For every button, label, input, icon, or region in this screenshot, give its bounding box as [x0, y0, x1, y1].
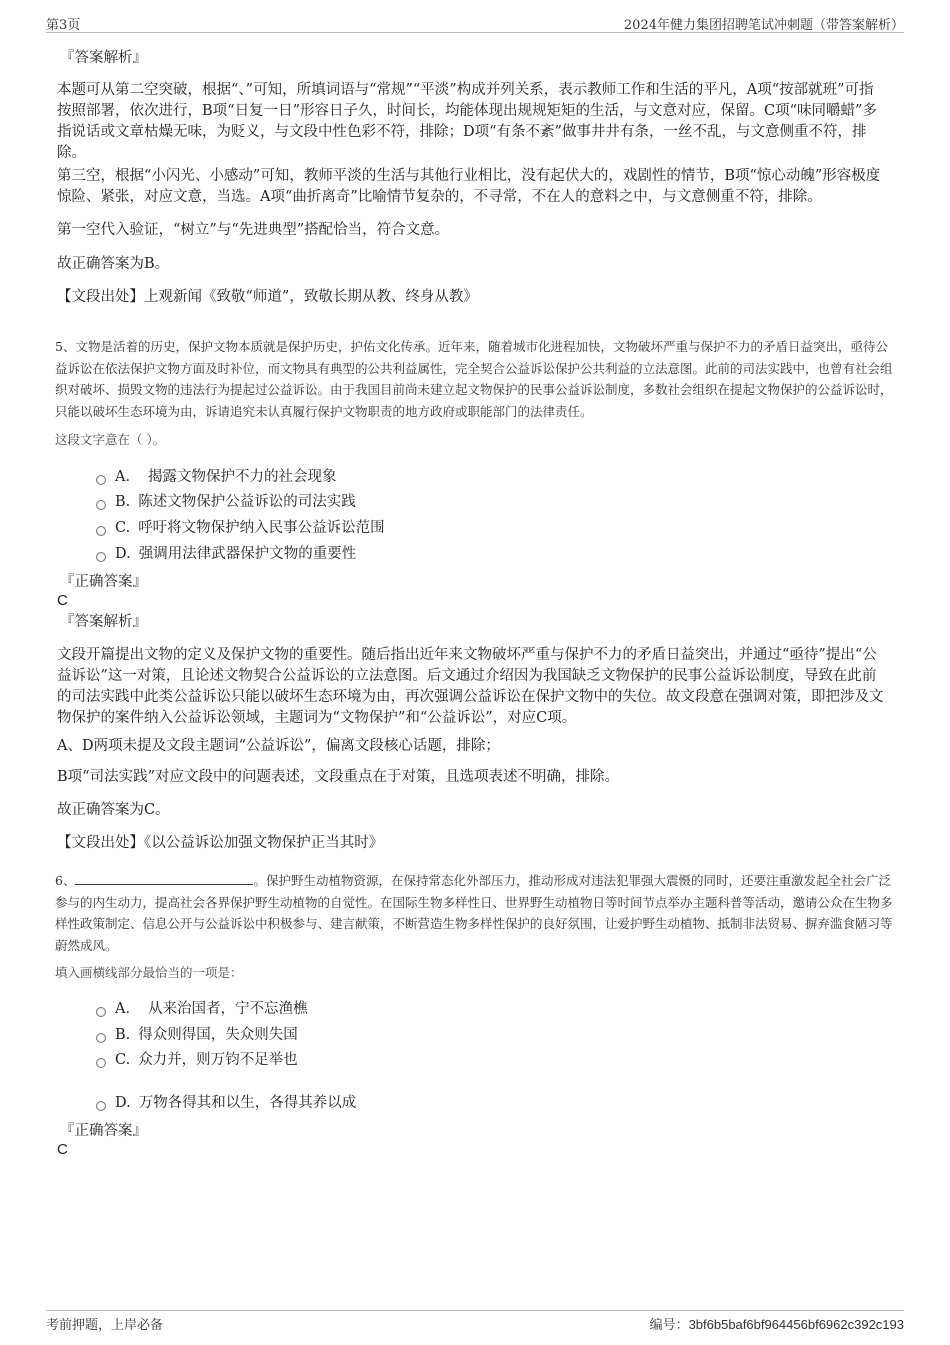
question-6-text	[55, 870, 895, 956]
radio-icon[interactable]	[96, 1007, 106, 1017]
fill-in-blank	[75, 872, 253, 885]
option-c[interactable]	[96, 518, 385, 538]
radio-icon[interactable]	[96, 475, 106, 485]
option-key: C.	[115, 520, 131, 536]
radio-icon[interactable]	[96, 1101, 106, 1111]
option-text: 强调用法律武器保护文物的重要性	[138, 546, 357, 562]
option-key: B.	[115, 494, 131, 510]
radio-icon[interactable]	[96, 552, 106, 562]
option-key: D.	[115, 1095, 131, 1111]
analysis-paragraph: 本题可从第二空突破，根据“、”可知，所填词语与“常规”“平淡”构成并列关系，表示教师工作和生活的平凡，A项“按部就班”可指按照部署，依次进行，B项“日复一日”形容日子久，时间长，均能体现出规规矩矩的生活，与文意对应，保留。C项“味同嚼蜡”多指说话或文章枯燥无味，为贬义，与文段中性色彩不符，排除；D项“有条不紊”做事井井有条，一丝不乱，与文意侧重不符，排除。	[57, 82, 877, 161]
option-c[interactable]	[96, 1050, 298, 1070]
option-b[interactable]	[96, 1025, 298, 1045]
analysis-paragraph: B项“司法实践”对应文段中的问题表述，文段重点在于对策，且选项表述不明确，排除。	[57, 769, 619, 785]
radio-icon[interactable]	[96, 500, 106, 510]
analysis-paragraph: 文段开篇提出文物的定义及保护文物的重要性。随后指出近年来文物破坏严重与保护不力的矛盾日益突出，并通过“亟待”提出“公益诉讼”这一对策，且论述文物契合公益诉讼的立法意图。后文通过介绍因为我国缺乏文物保护的民事公益诉讼制度，导致在此前的司法实践中此类公益诉讼只能以破坏生态环境为由，再次强调公益诉讼在保护文物中的失位。故文段意在强调对策，即把涉及文物保护的案件纳入公益诉讼领域，主题词为“文物保护”和“公益诉讼”，对应C项。	[57, 647, 884, 726]
option-key: A．	[115, 469, 140, 485]
question-6-body: 。保护野生动植物资源，在保持常态化外部压力，推动形成对违法犯罪强大震慑的同时，还要注重激发起全社会广泛参与的内生动力，提高社会各界保护野生动植物的自觉性。在国际生物多样性日、世界野生动植物日等时间节点举办主题科普等活动，邀请公众在生物多样性政策制定、信息公开与公益诉讼中积极参与、建言献策，不断营造生物多样性保护的良好氛围，让爱护野生动植物、抵制非法贸易、摒弃滥食陋习等蔚然成风。	[55, 873, 893, 953]
passage-source: 【文段出处】上观新闻《致敬“师道”，致敬长期从教、终身从教》	[57, 289, 478, 305]
correct-answer-label: 『正确答案』	[60, 1123, 147, 1139]
question-5-text: 5、文物是活着的历史，保护文物本质就是保护历史，护佑文化传承。近年来，随着城市化进程加快，文物破坏严重与保护不力的矛盾日益突出，亟待公益诉讼在依法保护文物方面及时补位，而文物具有典型的公共利益属性，完全契合公益诉讼保护公共利益的立法意图。此前的司法实践中，也曾有社会组织对破坏、损毁文物的违法行为提起过公益诉讼。由于我国目前尚未建立起文物保护的民事公益诉讼制度，多数社会组织在提起文物保护的公益诉讼时，只能以破坏生态环境为由，诉请追究未认真履行保护文物职责的地方政府或职能部门的法律责任。	[55, 339, 893, 419]
option-d[interactable]	[96, 544, 356, 564]
option-key: A．	[115, 1001, 140, 1017]
option-text: 得众则得国，失众则失国	[138, 1027, 298, 1043]
option-a[interactable]	[96, 999, 307, 1019]
correct-answer: C	[57, 592, 68, 609]
option-d[interactable]	[96, 1093, 356, 1113]
question-6-prompt: 填入画横线部分最恰当的一项是：	[55, 965, 243, 980]
option-text: 揭露文物保护不力的社会现象	[147, 469, 337, 485]
option-text: 从来治国者，宁不忘渔樵	[147, 1001, 308, 1017]
option-key: B.	[115, 1027, 131, 1043]
analysis-paragraph: 第一空代入验证，“树立”与“先进典型”搭配恰当，符合文意。	[57, 222, 450, 238]
analysis-paragraph: 第三空，根据“小闪光、小感动”可知，教师平淡的生活与其他行业相比，没有起伏大的，戏剧性的情节，B项“惊心动魄”形容极度惊险、紧张，对应文意，当选。A项“曲折离奇”比喻情节复杂的，不寻常，不在人的意料之中，与文意侧重不符，排除。	[57, 168, 881, 205]
document-id: 编号：3bf6b5baf6bf964456bf6962c392c193	[649, 1317, 904, 1332]
analysis-paragraph: A、D两项未提及文段主题词“公益诉讼”，偏离文段核心话题，排除；	[57, 738, 500, 754]
option-key: D.	[115, 546, 131, 562]
question-5-prompt: 这段文字意在（ ）。	[55, 432, 166, 447]
page-header	[46, 14, 904, 33]
document-title: 2024年健力集团招聘笔试冲刺题（带答案解析）	[623, 18, 904, 33]
correct-answer: C	[57, 1141, 68, 1158]
option-key: C.	[115, 1052, 131, 1068]
correct-answer-label: 『正确答案』	[60, 574, 147, 590]
radio-icon[interactable]	[96, 1058, 106, 1068]
page-footer	[46, 1310, 904, 1335]
radio-icon[interactable]	[96, 1033, 106, 1043]
analysis-conclusion: 故正确答案为C。	[57, 802, 170, 818]
analysis-label: 『答案解析』	[60, 50, 147, 66]
question-number: 6、	[55, 873, 76, 888]
passage-source: 【文段出处】《以公益诉讼加强文物保护正当其时》	[57, 835, 384, 851]
footer-slogan: 考前押题，上岸必备	[46, 1318, 164, 1333]
option-text: 陈述文物保护公益诉讼的司法实践	[138, 494, 356, 510]
analysis-conclusion: 故正确答案为B。	[57, 256, 170, 272]
option-text: 万物各得其和以生，各得其养以成	[138, 1095, 357, 1111]
option-a[interactable]	[96, 467, 336, 487]
option-text: 呼吁将文物保护纳入民事公益诉讼范围	[138, 520, 385, 536]
analysis-label: 『答案解析』	[60, 614, 147, 630]
radio-icon[interactable]	[96, 526, 106, 536]
option-b[interactable]	[96, 492, 356, 512]
page-number: 第3页	[46, 18, 81, 33]
option-text: 众力并，则万钧不足举也	[138, 1052, 298, 1068]
